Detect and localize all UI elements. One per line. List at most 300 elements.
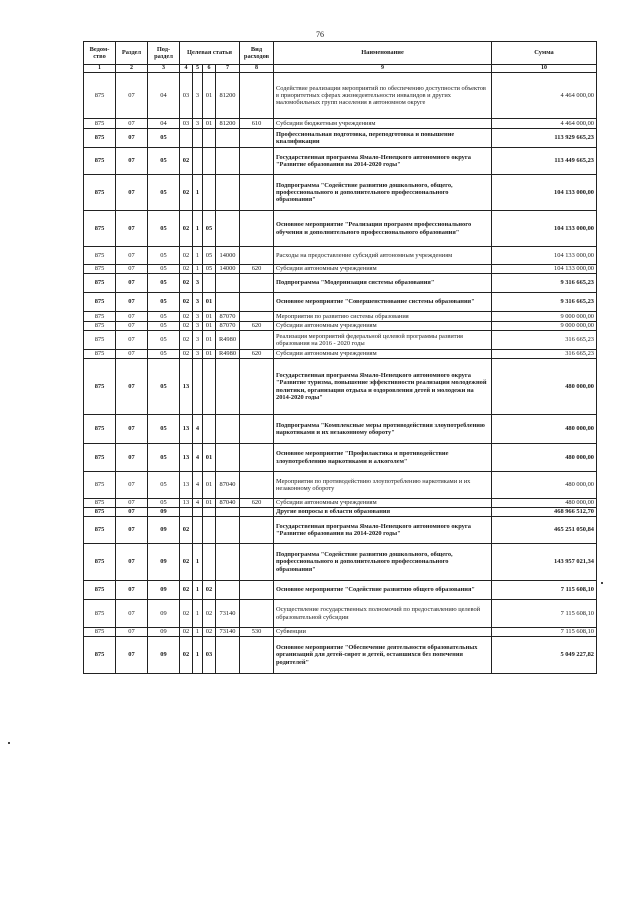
cell-vedomstvo: 875 bbox=[84, 600, 116, 628]
cell-name: Подпрограмма "Комплексные меры противодействия злоупотреблению наркотиками и их незаконному обороту" bbox=[274, 415, 492, 444]
cell-vedomstvo: 875 bbox=[84, 517, 116, 544]
header-vid-raskhodov: Вид расходов bbox=[240, 42, 274, 65]
cell-direction-code: 87070 bbox=[216, 322, 240, 331]
cell-razdel: 07 bbox=[116, 472, 148, 499]
cell-direction-code: 81200 bbox=[216, 73, 240, 119]
table-row bbox=[84, 444, 597, 472]
cell-activity-code bbox=[203, 544, 216, 581]
cell-activity-code bbox=[203, 175, 216, 211]
cell-subprogram-code: 4 bbox=[193, 444, 203, 472]
cell-program-code: 02 bbox=[180, 175, 193, 211]
header-celevaya-statya: Целевая статья bbox=[180, 42, 240, 65]
cell-sum: 480 000,00 bbox=[492, 472, 597, 499]
cell-expense-type bbox=[240, 148, 274, 175]
cell-podrazdel: 05 bbox=[148, 322, 180, 331]
cell-direction-code bbox=[216, 274, 240, 293]
cell-sum: 113 449 665,23 bbox=[492, 148, 597, 175]
column-number: 10 bbox=[492, 65, 597, 73]
cell-razdel: 07 bbox=[116, 73, 148, 119]
cell-podrazdel: 05 bbox=[148, 274, 180, 293]
column-number: 1 bbox=[84, 65, 116, 73]
cell-vedomstvo: 875 bbox=[84, 499, 116, 508]
cell-razdel: 07 bbox=[116, 600, 148, 628]
cell-name: Основное мероприятие "Совершенствование системы образования" bbox=[274, 293, 492, 312]
cell-razdel: 07 bbox=[116, 444, 148, 472]
cell-name: Основное мероприятие "Содействие развитию общего образования" bbox=[274, 581, 492, 600]
cell-expense-type: 610 bbox=[240, 119, 274, 129]
cell-expense-type bbox=[240, 517, 274, 544]
cell-razdel: 07 bbox=[116, 312, 148, 322]
cell-subprogram-code: 1 bbox=[193, 265, 203, 274]
table-header-row bbox=[84, 42, 597, 65]
cell-name: Расходы на предоставление субсидий автономным учреждениям bbox=[274, 247, 492, 265]
cell-activity-code: 01 bbox=[203, 119, 216, 129]
cell-expense-type bbox=[240, 175, 274, 211]
cell-program-code: 02 bbox=[180, 581, 193, 600]
cell-direction-code: 87070 bbox=[216, 312, 240, 322]
cell-name: Мероприятия по развитию системы образования bbox=[274, 312, 492, 322]
cell-direction-code: 73140 bbox=[216, 600, 240, 628]
cell-subprogram-code bbox=[193, 508, 203, 517]
table-row bbox=[84, 331, 597, 350]
cell-vedomstvo: 875 bbox=[84, 73, 116, 119]
table-row bbox=[84, 508, 597, 517]
cell-vedomstvo: 875 bbox=[84, 415, 116, 444]
cell-subprogram-code: 3 bbox=[193, 119, 203, 129]
cell-activity-code: 02 bbox=[203, 600, 216, 628]
cell-podrazdel: 05 bbox=[148, 444, 180, 472]
cell-activity-code bbox=[203, 148, 216, 175]
cell-name: Государственная программа Ямало-Ненецкого автономного округа "Развитие образования на 2014-2020 годы" bbox=[274, 148, 492, 175]
cell-expense-type bbox=[240, 508, 274, 517]
cell-direction-code: R4980 bbox=[216, 331, 240, 350]
column-number: 7 bbox=[216, 65, 240, 73]
cell-sum: 104 133 000,00 bbox=[492, 247, 597, 265]
cell-sum: 104 133 000,00 bbox=[492, 265, 597, 274]
cell-name: Реализация мероприятий федеральной целевой программы развития образования на 2016 - 2020 годы bbox=[274, 331, 492, 350]
page-number: 76 bbox=[316, 30, 324, 39]
cell-subprogram-code: 3 bbox=[193, 274, 203, 293]
cell-subprogram-code: 4 bbox=[193, 499, 203, 508]
cell-sum: 4 464 000,00 bbox=[492, 119, 597, 129]
cell-activity-code: 05 bbox=[203, 211, 216, 247]
cell-razdel: 07 bbox=[116, 247, 148, 265]
cell-sum: 104 133 000,00 bbox=[492, 175, 597, 211]
cell-activity-code: 03 bbox=[203, 637, 216, 674]
cell-podrazdel: 04 bbox=[148, 73, 180, 119]
table-row bbox=[84, 359, 597, 415]
cell-expense-type: 620 bbox=[240, 499, 274, 508]
cell-direction-code bbox=[216, 359, 240, 415]
cell-expense-type bbox=[240, 293, 274, 312]
cell-expense-type bbox=[240, 472, 274, 499]
cell-direction-code bbox=[216, 293, 240, 312]
cell-subprogram-code: 4 bbox=[193, 472, 203, 499]
cell-vedomstvo: 875 bbox=[84, 148, 116, 175]
cell-program-code: 02 bbox=[180, 331, 193, 350]
cell-podrazdel: 05 bbox=[148, 148, 180, 175]
cell-subprogram-code bbox=[193, 359, 203, 415]
cell-direction-code bbox=[216, 444, 240, 472]
header-vedomstvo: Ведом-ство bbox=[84, 42, 116, 65]
cell-sum: 104 133 000,00 bbox=[492, 211, 597, 247]
cell-podrazdel: 09 bbox=[148, 544, 180, 581]
cell-direction-code bbox=[216, 211, 240, 247]
cell-razdel: 07 bbox=[116, 499, 148, 508]
cell-subprogram-code: 3 bbox=[193, 350, 203, 359]
cell-sum: 9 316 665,23 bbox=[492, 293, 597, 312]
column-number: 4 bbox=[180, 65, 193, 73]
cell-sum: 5 049 227,82 bbox=[492, 637, 597, 674]
table-row bbox=[84, 265, 597, 274]
cell-subprogram-code: 1 bbox=[193, 247, 203, 265]
cell-activity-code: 01 bbox=[203, 73, 216, 119]
cell-direction-code bbox=[216, 517, 240, 544]
cell-name: Субсидии автономным учреждениям bbox=[274, 499, 492, 508]
cell-program-code: 02 bbox=[180, 312, 193, 322]
cell-razdel: 07 bbox=[116, 175, 148, 211]
cell-sum: 316 665,23 bbox=[492, 331, 597, 350]
cell-program-code: 02 bbox=[180, 628, 193, 637]
cell-razdel: 07 bbox=[116, 581, 148, 600]
table-row bbox=[84, 247, 597, 265]
cell-activity-code: 05 bbox=[203, 247, 216, 265]
cell-activity-code: 02 bbox=[203, 581, 216, 600]
cell-sum: 9 000 000,00 bbox=[492, 312, 597, 322]
cell-activity-code: 01 bbox=[203, 322, 216, 331]
cell-podrazdel: 09 bbox=[148, 508, 180, 517]
header-razdel: Раздел bbox=[116, 42, 148, 65]
cell-activity-code: 01 bbox=[203, 293, 216, 312]
table-row bbox=[84, 129, 597, 148]
table-row bbox=[84, 544, 597, 581]
cell-expense-type bbox=[240, 129, 274, 148]
cell-subprogram-code bbox=[193, 129, 203, 148]
cell-sum: 9 316 665,23 bbox=[492, 274, 597, 293]
cell-expense-type bbox=[240, 73, 274, 119]
cell-activity-code: 01 bbox=[203, 331, 216, 350]
cell-sum: 480 000,00 bbox=[492, 499, 597, 508]
cell-program-code: 02 bbox=[180, 247, 193, 265]
table-row bbox=[84, 581, 597, 600]
cell-program-code: 02 bbox=[180, 350, 193, 359]
cell-direction-code bbox=[216, 508, 240, 517]
cell-program-code: 02 bbox=[180, 148, 193, 175]
cell-subprogram-code: 1 bbox=[193, 544, 203, 581]
cell-sum: 9 000 000,00 bbox=[492, 322, 597, 331]
header-naimenovanie: Наименование bbox=[274, 42, 492, 65]
cell-podrazdel: 05 bbox=[148, 247, 180, 265]
cell-podrazdel: 05 bbox=[148, 312, 180, 322]
cell-razdel: 07 bbox=[116, 119, 148, 129]
cell-activity-code bbox=[203, 415, 216, 444]
cell-program-code: 02 bbox=[180, 274, 193, 293]
column-number: 3 bbox=[148, 65, 180, 73]
cell-podrazdel: 05 bbox=[148, 415, 180, 444]
cell-podrazdel: 09 bbox=[148, 517, 180, 544]
cell-activity-code: 01 bbox=[203, 472, 216, 499]
cell-vedomstvo: 875 bbox=[84, 544, 116, 581]
cell-name: Субвенции bbox=[274, 628, 492, 637]
cell-razdel: 07 bbox=[116, 359, 148, 415]
cell-direction-code: 73140 bbox=[216, 628, 240, 637]
cell-vedomstvo: 875 bbox=[84, 322, 116, 331]
cell-activity-code: 01 bbox=[203, 444, 216, 472]
cell-podrazdel: 09 bbox=[148, 637, 180, 674]
cell-subprogram-code: 1 bbox=[193, 628, 203, 637]
cell-program-code: 02 bbox=[180, 600, 193, 628]
cell-expense-type bbox=[240, 444, 274, 472]
cell-sum: 480 000,00 bbox=[492, 359, 597, 415]
table-row bbox=[84, 211, 597, 247]
cell-direction-code bbox=[216, 581, 240, 600]
scan-speck bbox=[8, 742, 10, 744]
cell-name: Государственная программа Ямало-Ненецкого автономного округа "Развитие образования на 2014-2020 годы" bbox=[274, 517, 492, 544]
cell-expense-type: 620 bbox=[240, 350, 274, 359]
cell-razdel: 07 bbox=[116, 544, 148, 581]
cell-podrazdel: 05 bbox=[148, 129, 180, 148]
cell-sum: 7 115 608,10 bbox=[492, 628, 597, 637]
cell-program-code: 13 bbox=[180, 359, 193, 415]
cell-activity-code: 02 bbox=[203, 628, 216, 637]
table-row bbox=[84, 175, 597, 211]
cell-program-code: 13 bbox=[180, 499, 193, 508]
cell-expense-type bbox=[240, 581, 274, 600]
cell-razdel: 07 bbox=[116, 508, 148, 517]
table-row bbox=[84, 119, 597, 129]
cell-subprogram-code: 3 bbox=[193, 73, 203, 119]
cell-sum: 7 115 608,10 bbox=[492, 581, 597, 600]
cell-razdel: 07 bbox=[116, 129, 148, 148]
column-number: 6 bbox=[203, 65, 216, 73]
cell-program-code: 13 bbox=[180, 472, 193, 499]
cell-program-code bbox=[180, 508, 193, 517]
cell-name: Профессиональная подготовка, переподготовка и повышение квалификации bbox=[274, 129, 492, 148]
cell-activity-code: 01 bbox=[203, 499, 216, 508]
cell-vedomstvo: 875 bbox=[84, 175, 116, 211]
cell-sum: 465 251 050,84 bbox=[492, 517, 597, 544]
cell-name: Государственная программа Ямало-Ненецкого автономного округа "Развитие туризма, повышение эффективности реализации молодежной политики, организация отдыха и оздоровления детей и молодежи на 2014-2020 годы" bbox=[274, 359, 492, 415]
cell-sum: 4 464 000,00 bbox=[492, 73, 597, 119]
cell-podrazdel: 09 bbox=[148, 581, 180, 600]
cell-razdel: 07 bbox=[116, 274, 148, 293]
header-podrazdel: Под-раздел bbox=[148, 42, 180, 65]
cell-direction-code: 14000 bbox=[216, 247, 240, 265]
cell-name: Содействие реализации мероприятий по обеспечению доступности объектов в приоритетных сферах жизнедеятельности инвалидов и других маломобильных групп населения в автономном округе bbox=[274, 73, 492, 119]
cell-direction-code: 87040 bbox=[216, 472, 240, 499]
cell-razdel: 07 bbox=[116, 415, 148, 444]
cell-razdel: 07 bbox=[116, 322, 148, 331]
cell-vedomstvo: 875 bbox=[84, 581, 116, 600]
cell-subprogram-code: 1 bbox=[193, 175, 203, 211]
table-row bbox=[84, 517, 597, 544]
cell-sum: 468 966 512,70 bbox=[492, 508, 597, 517]
cell-name: Мероприятия по противодействию злоупотреблению наркотиками и их незаконному обороту bbox=[274, 472, 492, 499]
cell-name: Субсидии автономным учреждениям bbox=[274, 322, 492, 331]
cell-subprogram-code: 1 bbox=[193, 637, 203, 674]
cell-name: Подпрограмма "Модернизация системы образования" bbox=[274, 274, 492, 293]
cell-expense-type bbox=[240, 544, 274, 581]
cell-name: Субсидии бюджетным учреждениям bbox=[274, 119, 492, 129]
cell-program-code: 02 bbox=[180, 322, 193, 331]
table-row bbox=[84, 73, 597, 119]
cell-expense-type bbox=[240, 415, 274, 444]
cell-expense-type: 620 bbox=[240, 322, 274, 331]
cell-program-code: 03 bbox=[180, 73, 193, 119]
cell-direction-code bbox=[216, 415, 240, 444]
cell-expense-type: 620 bbox=[240, 265, 274, 274]
table-row bbox=[84, 600, 597, 628]
cell-direction-code: 87040 bbox=[216, 499, 240, 508]
cell-expense-type bbox=[240, 247, 274, 265]
cell-vedomstvo: 875 bbox=[84, 508, 116, 517]
cell-razdel: 07 bbox=[116, 517, 148, 544]
cell-name: Другие вопросы в области образования bbox=[274, 508, 492, 517]
cell-direction-code bbox=[216, 148, 240, 175]
cell-vedomstvo: 875 bbox=[84, 293, 116, 312]
cell-name: Осуществление государственных полномочий по предоставлению целевой образовательной субсидии bbox=[274, 600, 492, 628]
budget-table-container bbox=[83, 41, 596, 674]
cell-podrazdel: 05 bbox=[148, 175, 180, 211]
table-row bbox=[84, 322, 597, 331]
cell-program-code: 02 bbox=[180, 211, 193, 247]
cell-razdel: 07 bbox=[116, 331, 148, 350]
cell-vedomstvo: 875 bbox=[84, 331, 116, 350]
cell-podrazdel: 04 bbox=[148, 119, 180, 129]
cell-sum: 480 000,00 bbox=[492, 444, 597, 472]
cell-vedomstvo: 875 bbox=[84, 472, 116, 499]
cell-vedomstvo: 875 bbox=[84, 359, 116, 415]
table-row bbox=[84, 274, 597, 293]
cell-subprogram-code bbox=[193, 148, 203, 175]
cell-razdel: 07 bbox=[116, 293, 148, 312]
cell-expense-type bbox=[240, 331, 274, 350]
cell-podrazdel: 05 bbox=[148, 359, 180, 415]
cell-program-code: 02 bbox=[180, 265, 193, 274]
cell-name: Основное мероприятие "Обеспечение деятельности образовательных организаций для детей-сирот и детей, оставшихся без попечения родителей" bbox=[274, 637, 492, 674]
cell-direction-code bbox=[216, 637, 240, 674]
cell-subprogram-code: 3 bbox=[193, 312, 203, 322]
cell-vedomstvo: 875 bbox=[84, 274, 116, 293]
cell-program-code bbox=[180, 129, 193, 148]
cell-podrazdel: 05 bbox=[148, 331, 180, 350]
cell-name: Подпрограмма "Содействие развитию дошкольного, общего, профессионального и дополнительного профессионального образования" bbox=[274, 544, 492, 581]
cell-razdel: 07 bbox=[116, 637, 148, 674]
cell-name: Основное мероприятие "Реализация программ профессионального обучения и дополнительного профессионального образования" bbox=[274, 211, 492, 247]
cell-subprogram-code: 3 bbox=[193, 322, 203, 331]
cell-razdel: 07 bbox=[116, 211, 148, 247]
column-number: 8 bbox=[240, 65, 274, 73]
cell-activity-code bbox=[203, 129, 216, 148]
cell-vedomstvo: 875 bbox=[84, 350, 116, 359]
cell-razdel: 07 bbox=[116, 350, 148, 359]
cell-podrazdel: 05 bbox=[148, 211, 180, 247]
table-row bbox=[84, 628, 597, 637]
cell-expense-type bbox=[240, 637, 274, 674]
cell-expense-type bbox=[240, 600, 274, 628]
table-row bbox=[84, 637, 597, 674]
cell-direction-code bbox=[216, 175, 240, 211]
cell-vedomstvo: 875 bbox=[84, 211, 116, 247]
column-number: 9 bbox=[274, 65, 492, 73]
cell-expense-type bbox=[240, 359, 274, 415]
cell-activity-code bbox=[203, 359, 216, 415]
cell-direction-code: 81200 bbox=[216, 119, 240, 129]
table-body bbox=[84, 73, 597, 674]
cell-podrazdel: 05 bbox=[148, 472, 180, 499]
cell-podrazdel: 09 bbox=[148, 600, 180, 628]
cell-sum: 480 000,00 bbox=[492, 415, 597, 444]
cell-program-code: 02 bbox=[180, 517, 193, 544]
cell-subprogram-code bbox=[193, 517, 203, 544]
budget-table bbox=[83, 41, 597, 674]
cell-sum: 143 957 021,34 bbox=[492, 544, 597, 581]
cell-subprogram-code: 3 bbox=[193, 331, 203, 350]
cell-razdel: 07 bbox=[116, 265, 148, 274]
cell-program-code: 03 bbox=[180, 119, 193, 129]
cell-direction-code: R4980 bbox=[216, 350, 240, 359]
cell-direction-code bbox=[216, 544, 240, 581]
table-row bbox=[84, 472, 597, 499]
cell-vedomstvo: 875 bbox=[84, 247, 116, 265]
table-row bbox=[84, 499, 597, 508]
cell-podrazdel: 05 bbox=[148, 350, 180, 359]
cell-podrazdel: 09 bbox=[148, 628, 180, 637]
cell-program-code: 02 bbox=[180, 637, 193, 674]
cell-vedomstvo: 875 bbox=[84, 628, 116, 637]
cell-name: Подпрограмма "Содействие развитию дошкольного, общего, профессионального и дополнительного профессионального образования" bbox=[274, 175, 492, 211]
cell-expense-type bbox=[240, 211, 274, 247]
cell-vedomstvo: 875 bbox=[84, 265, 116, 274]
cell-program-code: 13 bbox=[180, 415, 193, 444]
cell-direction-code: 14000 bbox=[216, 265, 240, 274]
cell-expense-type: 530 bbox=[240, 628, 274, 637]
cell-subprogram-code: 3 bbox=[193, 293, 203, 312]
cell-vedomstvo: 875 bbox=[84, 129, 116, 148]
table-row bbox=[84, 293, 597, 312]
cell-activity-code bbox=[203, 517, 216, 544]
cell-subprogram-code: 1 bbox=[193, 581, 203, 600]
cell-subprogram-code: 4 bbox=[193, 415, 203, 444]
cell-razdel: 07 bbox=[116, 148, 148, 175]
table-row bbox=[84, 148, 597, 175]
cell-direction-code bbox=[216, 129, 240, 148]
column-numbering-row bbox=[84, 65, 597, 73]
cell-podrazdel: 05 bbox=[148, 293, 180, 312]
cell-name: Субсидии автономным учреждениям bbox=[274, 265, 492, 274]
cell-activity-code: 05 bbox=[203, 265, 216, 274]
cell-activity-code bbox=[203, 508, 216, 517]
cell-subprogram-code: 1 bbox=[193, 600, 203, 628]
cell-podrazdel: 05 bbox=[148, 265, 180, 274]
cell-expense-type bbox=[240, 312, 274, 322]
table-row bbox=[84, 350, 597, 359]
cell-program-code: 13 bbox=[180, 444, 193, 472]
table-row bbox=[84, 312, 597, 322]
cell-activity-code: 01 bbox=[203, 312, 216, 322]
scan-speck bbox=[601, 582, 603, 584]
cell-name: Основное мероприятие "Профилактика и противодействие злоупотреблению наркотиками и алкоголем" bbox=[274, 444, 492, 472]
cell-expense-type bbox=[240, 274, 274, 293]
cell-sum: 113 929 665,23 bbox=[492, 129, 597, 148]
cell-activity-code: 01 bbox=[203, 350, 216, 359]
cell-podrazdel: 05 bbox=[148, 499, 180, 508]
cell-sum: 7 115 608,10 bbox=[492, 600, 597, 628]
cell-program-code: 02 bbox=[180, 544, 193, 581]
cell-vedomstvo: 875 bbox=[84, 312, 116, 322]
header-summa: Сумма bbox=[492, 42, 597, 65]
cell-vedomstvo: 875 bbox=[84, 119, 116, 129]
